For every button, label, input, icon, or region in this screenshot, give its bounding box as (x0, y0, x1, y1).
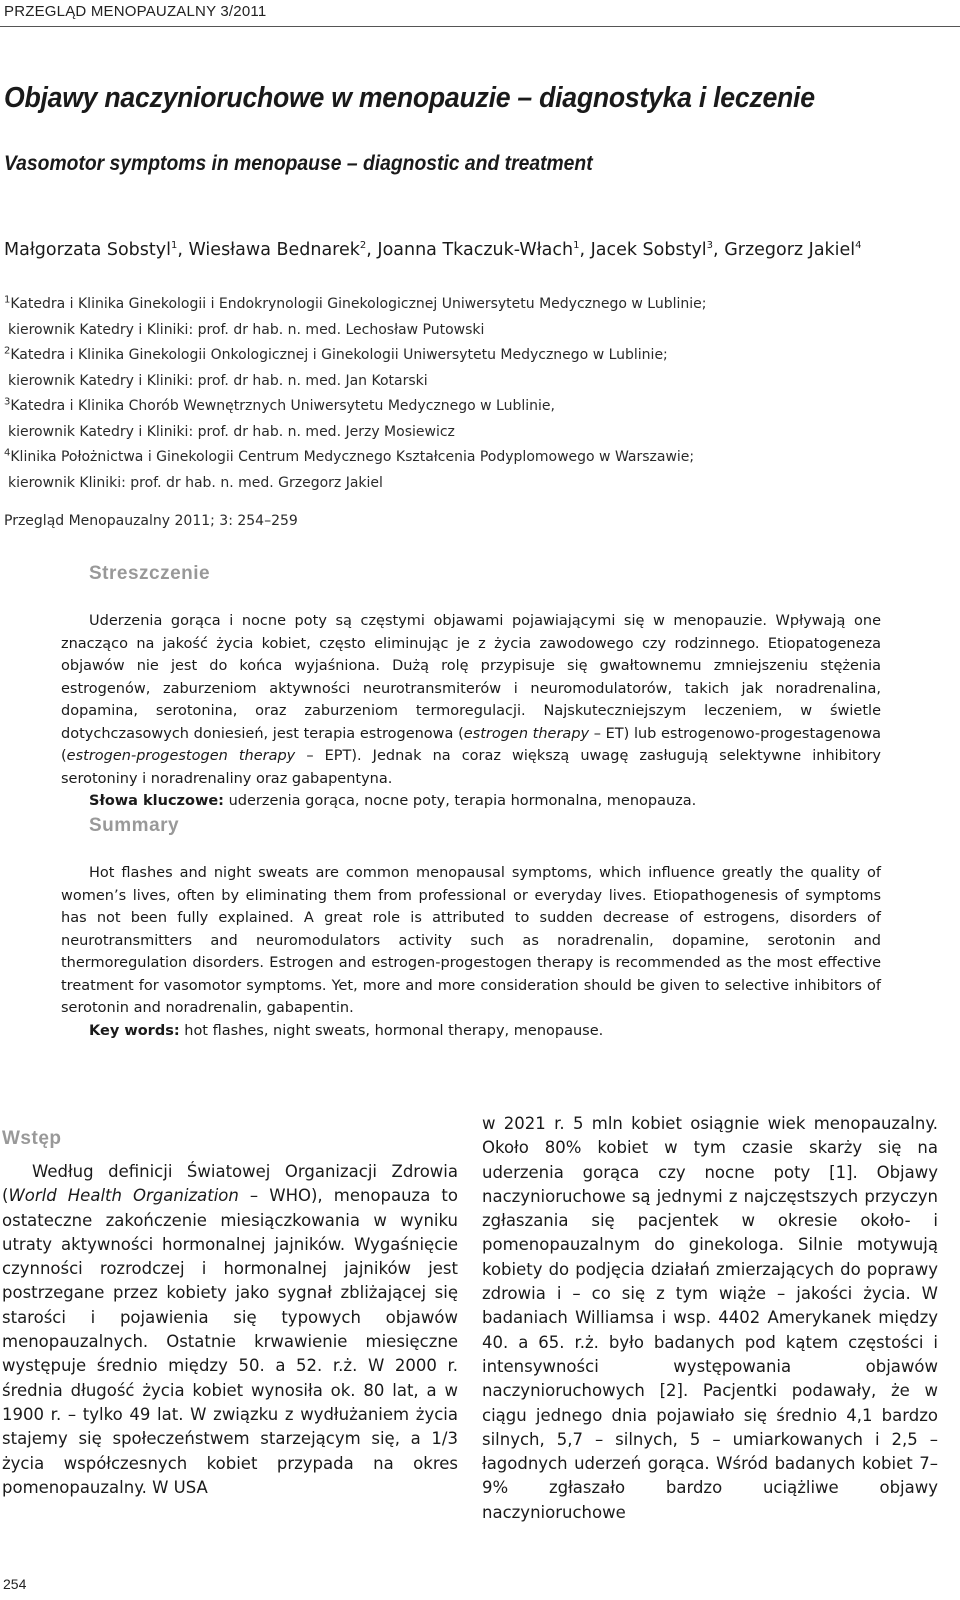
text-run: – ET) lub estrogenowo-progestagenowa ( (61, 725, 881, 764)
affiliation-head: kierownik Katedry i Kliniki: prof. dr hab. n. med. Jan Kotarski (8, 372, 428, 389)
keywords-label: Słowa kluczowe: (89, 793, 224, 809)
page-number: 254 (3, 1576, 27, 1592)
affiliation-line (4, 343, 954, 369)
text-run: Według definicji Światowej Organizacji Zdrowia ( (2, 1162, 458, 1206)
affiliation-line (4, 445, 954, 471)
author-list (4, 240, 954, 260)
author-affiliation-number: 1 (573, 240, 580, 252)
italic-term: estrogen therapy (463, 725, 590, 742)
affiliation (4, 343, 954, 394)
affiliation (4, 394, 954, 445)
intro-paragraph-continued: w 2021 r. 5 mln kobiet osiągnie wiek menopauzalny. Około 80% kobiet w tym czasie skarży się na uderzenia gorąca czy nocne poty [1]. Objawy naczynioruchowe są jednymi z najczęstszych przyczyn zgłaszania się pacjentek w okresie około- i pomenopauzalnym do ginekologa. Silnie motywują kobiety do podjęcia działań zmierzających do poprawy zdrowia i – co się z tym wiąże – jakości życia. W badaniach Williamsa i wsp. 4402 Amerykanek między 40. a 65. r.ż. było badanych pod kątem częstości i intensywności występowania objawów naczynioruchowych [2]. Pacjentki podawały, że w ciągu jednego dnia pojawiało się średnio 4,1 bardzo silnych, 5,7 – silnych, 5 – umiarkowanych i 2,5 – łagodnych uderzeń gorąca. Wśród badanych kobiet 7–9% zgłaszało bardzo uciążliwe objawy naczynioruchowe (482, 1114, 938, 1522)
intro-heading: Wstęp (2, 1128, 62, 1149)
affiliation (4, 445, 954, 496)
body-column-left (2, 1160, 458, 1500)
author-separator: , (177, 240, 189, 260)
summary-text: Hot flashes and night sweats are common menopausal symptoms, which influence greatly the quality of women’s lives, often by eliminating them from professional or everyday lives. Etiopathogenesis of symptoms has not been fully explained. A great role is attributed to sudden decrease of estrogens, disorders of neurotransmitters and neuromodulators activity such as noradrenalin, dopamine, serotonin and thermoregulation disorders. Estrogen and estrogen-progestogen therapy is recommended as the most effective treatment for vasomotor symptoms. Yet, more and more consideration should be given to selective inhibitors of serotonin and noradrenalin, gabapentin. (61, 865, 881, 1016)
text-run: Uderzenia gorąca i nocne poty są częstymi objawami pojawiającymi się w menopauzie. Wpływają one znacząco na jakość życia kobiet, często eliminując je z życia zawodowego czy rodzinnego. Etiopatogeneza objawów nie jest do końca wyjaśniona. Dużą rolę przypisuje się gwałtownemu zmniejszeniu stężenia estrogenów, zaburzeniom aktywności neurotransmiterów i neuromodulatorów, takich jak noradrenalina, dopamina, serotonina, oraz zaburzeniom termoregulacji. Najskuteczniejszym leczeniem, w świetle dotychczasowych doniesień, jest terapia estrogenowa ( (61, 613, 881, 742)
affiliation (4, 292, 954, 343)
affiliation-head: kierownik Kliniki: prof. dr hab. n. med. Grzegorz Jakiel (8, 474, 383, 491)
author-separator: , (579, 240, 591, 260)
affiliation-line (4, 394, 954, 420)
keywords-label: Key words: (89, 1022, 180, 1039)
summary-keywords (61, 1020, 881, 1043)
running-header (0, 0, 960, 27)
author-affiliation-number: 1 (171, 240, 178, 252)
affiliation-number: 3 (4, 396, 11, 408)
article-subtitle: Vasomotor symptoms in menopause – diagnostic and treatment (4, 152, 593, 175)
text-run: – EPT). Jednak na coraz większą uwagę zasługują selektywne inhibitory serotoniny i noradrenaliny oraz gabapentyna. (61, 748, 882, 787)
streszczenie-heading: Streszczenie (89, 563, 211, 584)
streszczenie-keywords (61, 790, 881, 813)
author-name: Joanna Tkaczuk-Włach (377, 240, 574, 260)
author-name: Grzegorz Jakiel (724, 240, 856, 260)
affiliation-institution: Katedra i Klinika Ginekologii i Endokrynologii Ginekologicznej Uniwersytetu Medycznego w Lublinie; (10, 296, 707, 312)
italic-term: estrogen-progestogen therapy (66, 748, 296, 764)
text-run: – WHO), menopauza to ostateczne zakończenie miesiączkowania w wyniku utraty aktywności hormonalnej jajników. Wygaśnięcie czynności rozrodczej i hormonalnej jajników jest postrzegane przez kobiety jako sygnał zbliżającej się starości i pojawienia się typowych objawów menopauzalnych. Ostatnie krwawienie miesięczne występuje średnio między 50. a 52. r.ż. W 2000 r. średnia długość życia kobiet wynosiła ok. 80 lat, a w 1900 r. – tylko 49 lat. W związku z wydłużaniem życia stajemy się społeczeństwem starzejącym się, a 1/3 życia współczesnych kobiet przypada na okres pomenopauzalny. W USA (2, 1186, 458, 1497)
affiliation-list (4, 292, 954, 496)
author-affiliation-number: 2 (359, 240, 367, 252)
intro-paragraph (2, 1160, 458, 1500)
author-separator: , (366, 240, 378, 260)
affiliation-institution: Klinika Położnictwa i Ginekologii Centrum Medycznego Kształcenia Podyplomowego w Warszawie; (10, 449, 695, 465)
citation-line: Przegląd Menopauzalny 2011; 3: 254–259 (4, 513, 298, 529)
affiliation-number: 2 (4, 345, 11, 357)
streszczenie-body (61, 610, 881, 813)
affiliation-number: 1 (4, 294, 11, 306)
affiliation-institution: Katedra i Klinika Ginekologii Onkologicznej i Ginekologii Uniwersytetu Medycznego w Lublinie; (10, 347, 668, 363)
summary-heading: Summary (89, 815, 180, 836)
body-column-right (482, 1112, 938, 1525)
author-name: Małgorzata Sobstyl (4, 240, 171, 260)
keywords-text: uderzenia gorąca, nocne poty, terapia hormonalna, menopauza. (223, 793, 697, 809)
affiliation-head: kierownik Katedry i Kliniki: prof. dr hab. n. med. Jerzy Mosiewicz (8, 423, 455, 440)
keywords-text: hot flashes, night sweats, hormonal therapy, menopause. (179, 1022, 604, 1039)
author-affiliation-number: 3 (706, 240, 714, 252)
affiliation-institution: Katedra i Klinika Chorób Wewnętrznych Uniwersytetu Medycznego w Lublinie, (10, 398, 555, 414)
summary-body (61, 862, 881, 1042)
author-affiliation-number: 4 (855, 240, 862, 252)
journal-name: PRZEGLĄD MENOPAUZALNY 3/2011 (4, 3, 267, 20)
author-name: Jacek Sobstyl (590, 240, 707, 260)
author-separator: , (713, 240, 725, 260)
italic-term: World Health Organization (8, 1186, 239, 1206)
author-name: Wiesława Bednarek (188, 240, 360, 260)
affiliation-head: kierownik Katedry i Kliniki: prof. dr hab. n. med. Lechosław Putowski (8, 321, 485, 338)
affiliation-line (4, 292, 954, 318)
article-title: Objawy naczynioruchowe w menopauzie – diagnostyka i leczenie (4, 82, 815, 114)
affiliation-number: 4 (4, 447, 11, 459)
streszczenie-text (61, 610, 881, 790)
